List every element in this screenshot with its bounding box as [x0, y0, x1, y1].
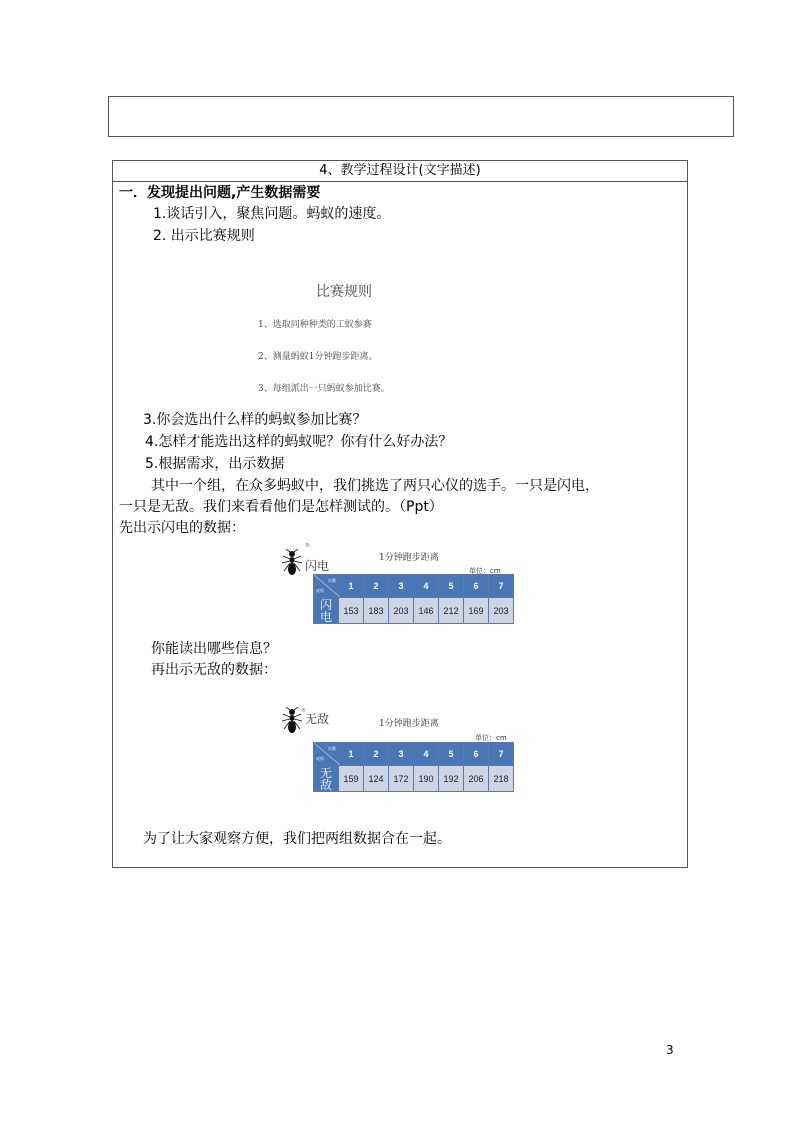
- top-empty-box: [108, 96, 734, 137]
- paragraph-line-1: 其中一个组，在众多蚂蚁中，我们挑选了两只心仪的选手。一只是闪电，: [151, 478, 599, 494]
- corner-top-label: 次数: [328, 578, 336, 583]
- table-header-cell: 1: [339, 743, 364, 766]
- table-header-cell: 7: [489, 743, 514, 766]
- data-table-invincible: [313, 742, 514, 792]
- page-number: 3: [666, 1043, 674, 1057]
- ant-data-figure-2: [281, 706, 521, 804]
- chart-title: 1分钟跑步距离: [379, 553, 439, 563]
- table-cell: 212: [439, 598, 464, 624]
- table-header-cell: 2: [364, 743, 389, 766]
- table-header-cell: 7: [489, 575, 514, 598]
- table-cell: 192: [439, 766, 464, 792]
- row-label-line-2: 敌: [319, 777, 332, 792]
- section-header: 4、教学过程设计(文字描述): [113, 161, 687, 182]
- table-header-cell: 1: [339, 575, 364, 598]
- rule-item-1: 1、选取同种种类的工蚁参赛: [258, 320, 372, 330]
- table-row-label: [314, 766, 339, 792]
- corner-bottom-label: 成绩: [316, 756, 324, 761]
- ant-data-figure-1: [281, 541, 521, 631]
- table-row: [314, 598, 514, 624]
- table-row-label: [314, 598, 339, 624]
- table-cell: 169: [464, 598, 489, 624]
- paragraph-line-3: 先出示闪电的数据：: [119, 520, 245, 536]
- table-corner-cell: [314, 743, 339, 766]
- table-header-cell: 6: [464, 743, 489, 766]
- table-header-cell: 4: [414, 743, 439, 766]
- chart-title: 1分钟跑步距离: [379, 719, 439, 729]
- table-cell: 203: [389, 598, 414, 624]
- section-heading: 一．发现提出问题,产生数据需要: [119, 185, 321, 201]
- step-1-text: 1.谈话引入，聚焦问题。蚂蚁的速度。: [153, 206, 391, 222]
- table-header-cell: 4: [414, 575, 439, 598]
- table-cell: 159: [339, 766, 364, 792]
- ant-name-label: 无敌: [305, 712, 330, 726]
- table-cell: 206: [464, 766, 489, 792]
- table-cell: 190: [414, 766, 439, 792]
- table-header-row: [314, 743, 514, 766]
- question-3: 3.你会选出什么样的蚂蚁参加比赛？: [143, 412, 367, 428]
- rule-item-3: 3、每组派出一只蚂蚁参加比赛。: [258, 384, 390, 394]
- table-cell: 218: [489, 766, 514, 792]
- unit-label: 单位：cm: [469, 567, 501, 575]
- show-next-text: 再出示无敌的数据：: [151, 662, 277, 678]
- table-header-cell: 5: [439, 575, 464, 598]
- table-header-row: [314, 575, 514, 598]
- table-header-cell: 5: [439, 743, 464, 766]
- table-cell: 124: [364, 766, 389, 792]
- question-info: 你能读出哪些信息？: [151, 641, 277, 657]
- row-label-line-2: 电: [319, 609, 332, 624]
- step-5-text: 5.根据需求，出示数据: [145, 456, 285, 472]
- table-cell: 146: [414, 598, 439, 624]
- registered-mark: ®: [305, 543, 310, 549]
- table-cell: 183: [364, 598, 389, 624]
- table-header-cell: 3: [389, 743, 414, 766]
- table-cell: 203: [489, 598, 514, 624]
- ant-name-label: 闪电: [305, 559, 330, 573]
- question-4: 4.怎样才能选出这样的蚂蚁呢？你有什么好办法？: [145, 434, 453, 450]
- table-cell: 172: [389, 766, 414, 792]
- table-corner-cell: [314, 575, 339, 598]
- paragraph-line-2: 一只是无敌。我们来看看他们是怎样测试的。（Ppt）: [119, 499, 443, 515]
- table-header-cell: 6: [464, 575, 489, 598]
- rule-item-2: 2、测量蚂蚁1分钟跑步距离。: [258, 352, 378, 362]
- row-label-line-1: 闪: [319, 597, 332, 612]
- corner-bottom-label: 成绩: [316, 588, 324, 593]
- ant-icon: [281, 549, 303, 577]
- data-table-lightning: [313, 574, 514, 624]
- table-cell: 153: [339, 598, 364, 624]
- row-label-line-1: 无: [319, 765, 332, 780]
- table-header-cell: 2: [364, 575, 389, 598]
- closing-text: 为了让大家观察方便，我们把两组数据合在一起。: [143, 831, 451, 847]
- unit-label: 单位：cm: [475, 734, 507, 742]
- registered-mark: ®: [301, 708, 306, 714]
- table-header-cell: 3: [389, 575, 414, 598]
- rules-title: 比赛规则: [316, 284, 372, 300]
- step-2-text: 2. 出示比赛规则: [153, 228, 255, 244]
- table-row: [314, 766, 514, 792]
- ant-icon: [281, 707, 303, 735]
- corner-top-label: 次数: [328, 746, 336, 751]
- teaching-process-section: [112, 160, 688, 868]
